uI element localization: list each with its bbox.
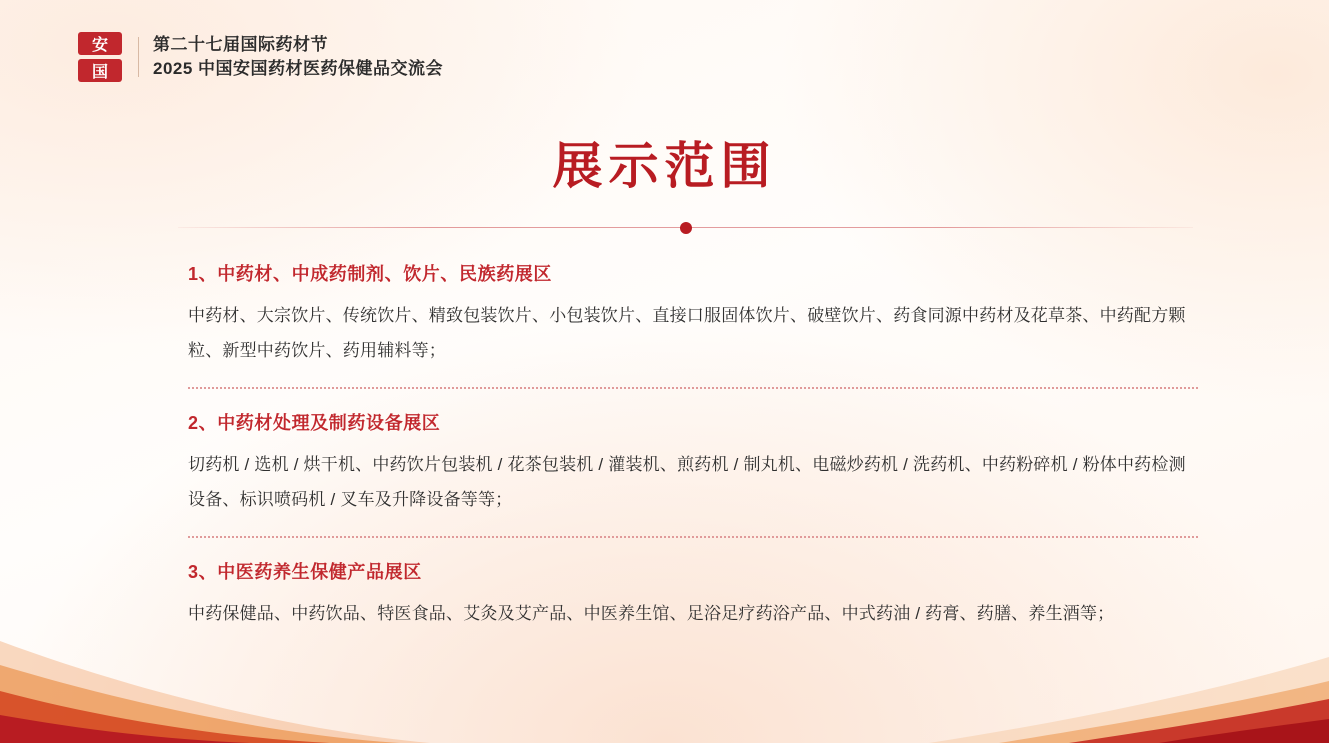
divider-dot-icon: [680, 222, 692, 234]
logo-divider: [138, 37, 139, 77]
section-3: [188, 560, 1188, 632]
event-name-line-2: 2025 中国安国药材医药保健品交流会: [153, 58, 444, 78]
header-text: [153, 36, 443, 78]
section-3-body: 中药保健品、中药饮品、特医食品、艾灸及艾产品、中医养生馆、足浴足疗药浴产品、中式药油 / 药膏、药膳、养生酒等；: [188, 603, 1115, 623]
event-name-line-1: 第二十七届国际药材节: [153, 34, 328, 54]
logo-seal-top-char: 安: [78, 32, 122, 55]
content-sections: [188, 262, 1188, 632]
logo-seal-bottom-char: 国: [78, 59, 122, 82]
section-1: [188, 262, 1188, 391]
section-separator: [188, 536, 1198, 540]
section-1-heading: 1、中药材、中成药制剂、饮片、民族药展区: [188, 264, 553, 284]
section-2-body: 切药机 / 选机 / 烘干机、中药饮片包装机 / 花茶包装机 / 灌装机、煎药机 / 制丸机、电磁炒药机 / 洗药机、中药粉碎机 / 粉体中药检测设备、标识喷码机 / 叉车及升降设备等等；: [188, 455, 1186, 509]
decoration-bottom-right: [909, 623, 1329, 743]
logo-seal: [78, 32, 122, 82]
section-2-heading: 2、中药材处理及制药设备展区: [188, 412, 441, 433]
section-2: [188, 411, 1188, 540]
section-1-body: 中药材、大宗饮片、传统饮片、精致包装饮片、小包装饮片、直接口服固体饮片、破壁饮片、药食同源中药材及花草茶、中药配方颗粒、新型中药饮片、药用辅料等；: [188, 306, 1186, 361]
section-separator: [188, 387, 1198, 391]
page-title: 展示范围: [552, 136, 777, 195]
title-divider: [178, 222, 1193, 234]
section-3-heading: 3、中医药养生保健产品展区: [188, 561, 422, 582]
header-branding: [78, 32, 443, 82]
decoration-bottom-left: [0, 623, 430, 743]
